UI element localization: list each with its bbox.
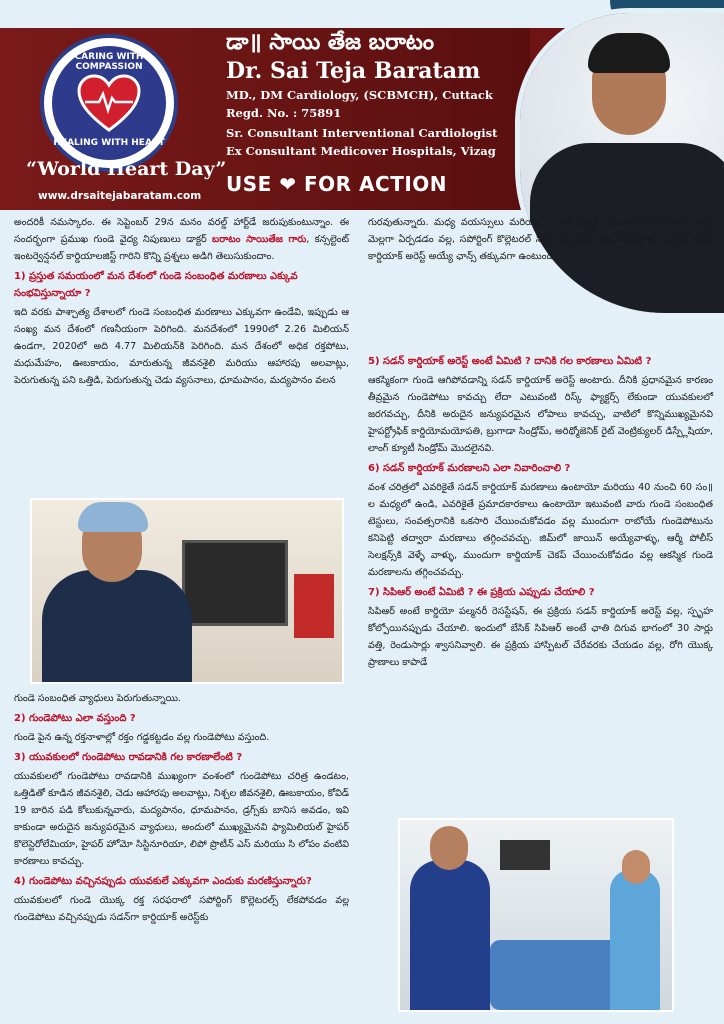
hospital-photo bbox=[398, 818, 674, 1012]
intro-text: అందరికీ నమస్కారం. ఈ సెప్టెంబర్ 29న మనం వరల్డ్ హార్ట్‌డే జరుపుకుంటున్నాం. ఈ సందర్భంగా ప్రముఖ గుండె వైద్య నిపుణులు డాక్టర్ bbox=[14, 217, 349, 245]
nurse-shape bbox=[610, 870, 660, 1010]
registration: Regd. No. : 75891 bbox=[226, 106, 342, 120]
slogan-pre: USE bbox=[226, 172, 272, 196]
doctor-name-inline: బరాటం సాయితేజ గారు bbox=[212, 234, 307, 245]
question-6: 6) సడన్ కార్డియాక్ మరణాలని ఎలా నివారించాలి ? bbox=[368, 463, 571, 474]
left-column-bottom bbox=[14, 690, 349, 928]
right-column-narrow bbox=[368, 214, 713, 267]
role-primary: Sr. Consultant Interventional Cardiologist bbox=[226, 126, 498, 140]
answer-7: సిపిఆర్ అంటే కార్డియో పల్మనరీ రెసస్టేషన్, ఈ ప్రక్రియ సడన్ కార్డియాక్ అరెస్ట్ వల్ల, స్పృహ కోల్పోయినప్పుడు చేయాలి. ఇందులో బేసిక్ సిపిఆర్ అంటే ఛాతి దిగువ భాగంలో 30 సార్లు వత్తి, రెండుసార్లు శ్వాసనివ్వాలి. ఈ ప్రక్రియ హాస్పిటల్ చేరేవరకు చేయడం వల్ల, రోగి యొక్క ప్రాణాలు కాపాడే bbox=[368, 606, 713, 668]
intro-text-cont: , కన్సల్టెంట్ ఇంటర్వెన్షనల్ కార్డియాలజిస్ట్ గారిని కొన్ని ప్రశ్నలు అడిగి తెలుసుకుందాం. bbox=[14, 234, 350, 262]
scrubs-shape bbox=[42, 570, 192, 682]
cap-shape bbox=[78, 502, 148, 532]
doctor-cathlab-photo bbox=[30, 498, 344, 684]
answer-2: గుండె పైన ఉన్న రక్తనాళాల్లో రక్తం గడ్డకట్టడం వల్ల గుండెపోటు వస్తుంది. bbox=[14, 732, 270, 743]
question-1: 1) ప్రస్తుత సమయంలో మన దేశంలో గుండె సంబంధిత మరణాలు ఎక్కువ సంభవిస్తున్నాయా ? bbox=[14, 271, 298, 299]
monitor-shape bbox=[500, 840, 550, 870]
question-2: 2) గుండెపోటు ఎలా వస్తుంది ? bbox=[14, 713, 136, 724]
question-7: 7) సిపిఆర్ అంటే ఏమిటి ? ఈ ప్రక్రియ ఎప్పుడు చేయాలి ? bbox=[368, 587, 595, 598]
heart-icon: ❤ bbox=[279, 172, 297, 196]
answer-3: యువకులలో గుండెపోటు రావడానికి ముఖ్యంగా వంశంలో గుండెపోటు చరిత్ర ఉండటం, ఒత్తిడితో కూడిన జీవనశైలి, చెడు ఆహారపు అలవాట్లు, నిశ్చల జీవనశైలి, ఊబకాయం, కోవిడ్ 19 బారిన పడి కోలుకున్నవారు, మద్యపానం, ధూమపానం, డ్రగ్స్‌కు బానిస అవడం, ఇవి కాకుండా అరుదైన జన్యుపరమైన వ్యాధులు, అందులో ముఖ్యమైనవి ఫ్యామిలియల్ హైపర్ కొలెస్టెరోలేమియా, హైపర్ హోమో సిస్టినూరియా, లిపో ప్రొటీన్ ఎస్ మరియు సి లోపం వంటివి కారణాలు కావచ్చు. bbox=[14, 771, 349, 867]
doctor-name: Dr. Sai Teja Baratam bbox=[226, 58, 481, 84]
answer-4: యువకులలో గుండె యొక్క రక్త సరఫరాలో సపోర్టింగ్ కొల్లెటరల్స్ లేకపోవడం వల్ల గుండెపోటు వచ్చినప్పుడు సడన్‌గా కార్డియాక్ అరెస్ట్‌కు bbox=[14, 895, 349, 923]
doctor-portrait bbox=[515, 8, 724, 318]
role-secondary: Ex Consultant Medicover Hospitals, Vizag bbox=[226, 144, 496, 158]
question-4: 4) గుండెపోటు వచ్చినప్పుడు యువకులే ఎక్కువగా ఎందుకు మరణిస్తున్నారు? bbox=[14, 876, 312, 887]
left-column-top bbox=[14, 214, 349, 391]
portrait-hair bbox=[588, 33, 670, 73]
poster-shape bbox=[294, 574, 334, 638]
doctor-name-telugu: డా॥ సాయి తేజ బరాటం bbox=[226, 30, 435, 55]
question-5: 5) సడన్ కార్డియాక్ అరెస్ట్ అంటే ఏమిటి ? దానికి గల కారణాలు ఏమిటి ? bbox=[368, 356, 652, 367]
slogan-post: FOR ACTION bbox=[304, 172, 448, 196]
intro-paragraph bbox=[14, 214, 349, 265]
question-3: 3) యువకులలో గుండెపోటు రావడానికి గల కారణాలేంటి ? bbox=[14, 752, 243, 763]
logo-bottom-text: HEALING WITH HEART bbox=[53, 138, 165, 148]
doctor-face bbox=[430, 826, 468, 870]
caring-logo bbox=[40, 34, 178, 172]
doctor-shape bbox=[410, 860, 490, 1010]
right-column bbox=[368, 350, 713, 673]
answer-6: వంశ చరిత్రలో ఎవరికైతే సడన్ కార్డియాక్ మరణాలు ఉంటాయో మరియు 40 నుంచి 60 సం॥ల మధ్యలో ఉండి, ఎవరికైతే ప్రమాదకారకాలు ఉంటాయో ఇటువంటి వారు గుండె సంబంధిత టెస్టులు, సంవత్సరానికి ఒకసారి చేయించుకోవడం వల్ల ముందుగా రాబోయే గుండెపోటును కనిపెట్టి తద్వారా మరణాలు తగ్గించవచ్చు. జిమ్‌లో జాయిన్ అయ్యేవాళ్ళు, ఆర్మీ పోలీస్ సెలక్షన్స్‌కి వెళ్ళే వాళ్ళు, ముందుగా కార్డియాక్ చెకప్ చేయించుకోవడం వల్ల ఆకస్మిక గుండె మరణాలను తగ్గించవచ్చు. bbox=[368, 482, 713, 578]
heart-icon bbox=[77, 74, 141, 132]
bed-shape bbox=[490, 940, 630, 1010]
event-title: “World Heart Day” bbox=[26, 158, 227, 180]
answer-1-cont: గుండె సంబంధిత వ్యాధులు పెరుగుతున్నాయి. bbox=[14, 693, 181, 704]
nurse-face bbox=[622, 850, 650, 884]
answer-5: ఆకస్మికంగా గుండె ఆగిపోవడాన్ని సడన్ కార్డియాక్ అరెస్ట్ అంటారు. దీనికి ప్రధానమైన కారణం తీవ్రమైన గుండెపోటు కావచ్చు లేదా ఎటువంటి రిస్క్ ఫ్యాక్టర్స్ లేకుండా యువకులలో జరగవచ్చు, దీనికి అరుదైన జన్యుపరమైన లోపాలు కావచ్చు, వాటిలో కొన్నిముఖ్యమైనవి హైపర్ట్రోఫిక్ కార్డియోమయోపతి, బ్రుగాడా సిండ్రోమ్, అరిథ్మోజెనిక్ రైట్ వెంట్రిక్యులర్ డిస్ప్లేషియా, లాంగ్ క్యూటీ సిండ్రోమ్ మొదలైనవి. bbox=[368, 375, 713, 454]
qualification: MD., DM Cardiology, (SCBMCH), Cuttack bbox=[226, 88, 493, 102]
website-link[interactable]: www.drsaitejabaratam.com bbox=[38, 190, 202, 202]
slogan bbox=[226, 172, 447, 196]
monitor-shape bbox=[182, 540, 288, 626]
answer-1: ఇది వరకు పాశ్చాత్య దేశాలలో గుండె సంబంధిత మరణాలు ఎక్కువగా ఉండేవి, ఇప్పుడు ఆ సంఖ్య మన దేశంలో గణనీయంగా పెరిగింది. మనదేశంలో 1990లో 2.26 మిలియన్ ఉండగా, 2020లో అది 4.77 మిలియన్‌కి పెరిగింది. మన దేశంలో అధిక రక్తపోటు, మధుమేహం, ఊబకాయం, మారుతున్న జీవనశైలి మరియు ఆహారపు అలవాట్లు, పెరుగుతున్న పని ఒత్తిడి, పెరుగుతున్న చెడు వ్యసనాలు, ధూమపానం, మద్యపానం వలన bbox=[14, 307, 349, 386]
logo-top-text: CARING WITH COMPASSION bbox=[74, 52, 144, 72]
answer-4-cont: గురవుతున్నారు. మధ్య వయస్సులు మరియు ముసలివాళ్ళకి రక్తనాళాల్లో, కొలెస్ట్రాల్ బ్లాక్స్ మెల్లగా ఏర్పడడం వల్ల, సపోర్టింగ్ కొల్లెటరల్ సిస్టం ఏర్పడడం వల్ల గుండెపోటు వచ్చిన సడన్ కార్డియాక్ అరెస్ట్ అయ్యే ఛాన్స్ తక్కువగా ఉంటుంది. bbox=[368, 217, 713, 262]
